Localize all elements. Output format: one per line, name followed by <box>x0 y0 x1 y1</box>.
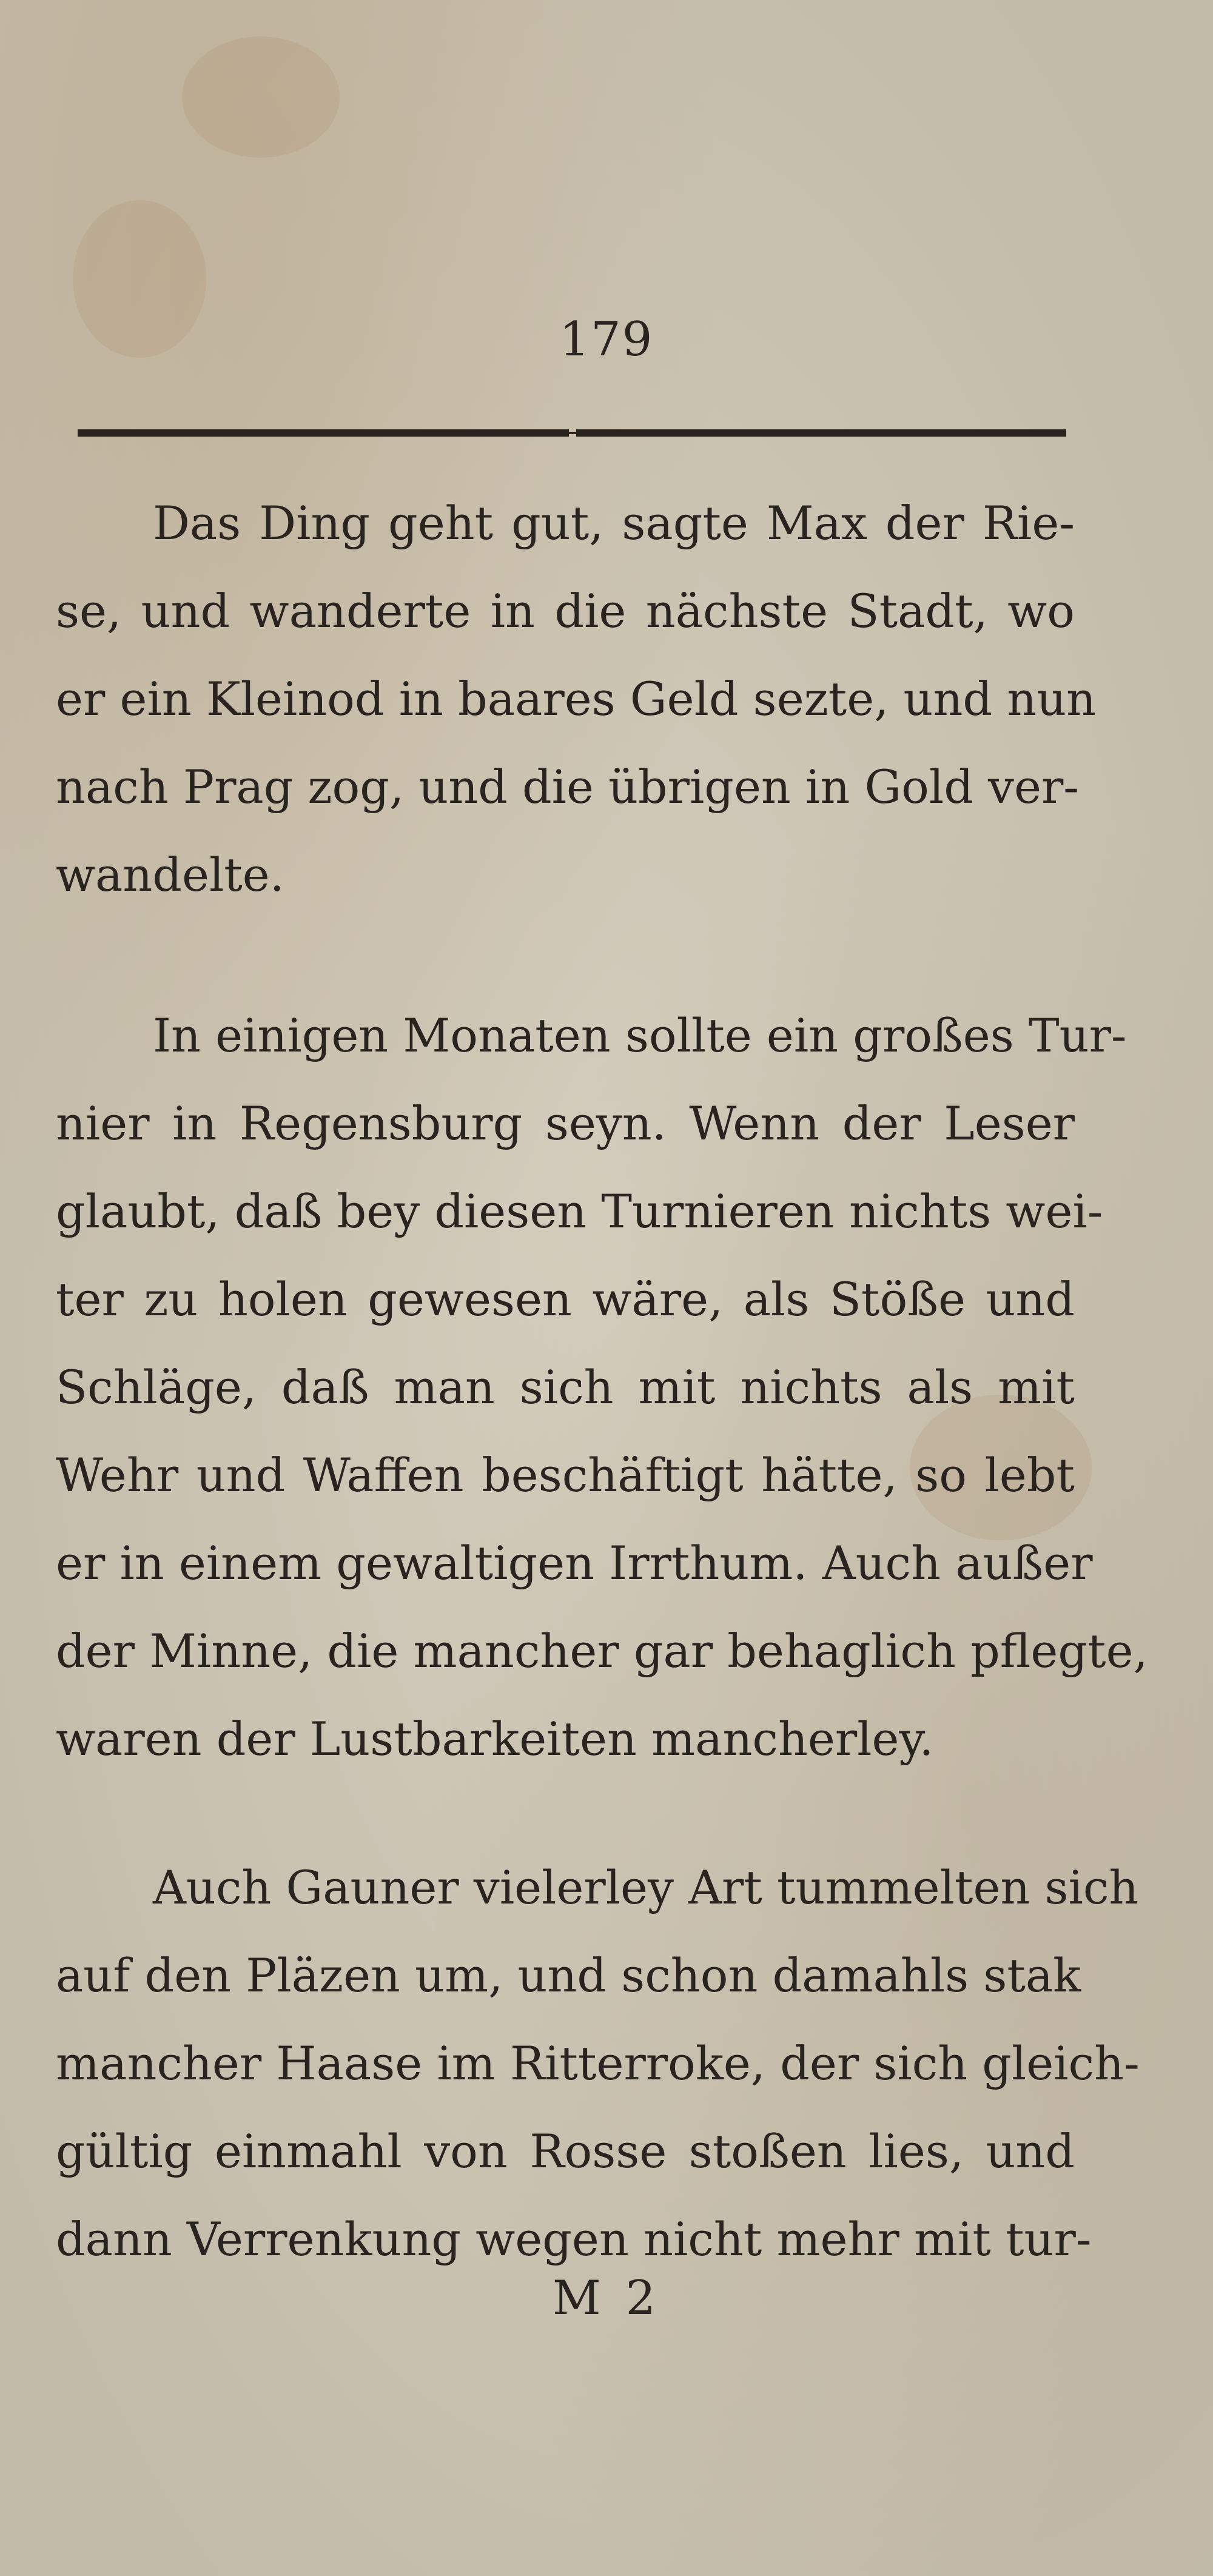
header-rule-right <box>576 429 1066 437</box>
page-number: 179 <box>559 312 654 367</box>
header-rule-left <box>78 429 569 437</box>
text-line: ter zu holen gewesen wäre, als Stöße und <box>56 1272 1075 1326</box>
text-line: se, und wanderte in die nächste Stadt, wo <box>56 584 1075 638</box>
text-line: mancher Haase im Ritterroke, der sich gleich- <box>56 2036 1140 2090</box>
text-line: dann Verrenkung wegen nicht mehr mit tur- <box>56 2212 1092 2266</box>
paragraph-2 <box>56 991 1148 1783</box>
text-line: glaubt, daß bey diesen Turnieren nichts wei- <box>56 1184 1103 1238</box>
text-line: Schläge, daß man sich mit nichts als mit <box>56 1360 1075 1414</box>
text-line: In einigen Monaten sollte ein großes Tur- <box>153 1008 1127 1062</box>
paragraph-1 <box>56 479 1097 919</box>
text-line: auf den Pläzen um, und schon damahls stak <box>56 1948 1081 2002</box>
text-line: wandelte. <box>56 848 284 902</box>
text-line: der Minne, die mancher gar behaglich pflegte, <box>56 1624 1148 1678</box>
paragraph-3 <box>56 1843 1140 2283</box>
paper-stain <box>182 36 340 158</box>
text-line: waren der Lustbarkeiten mancherley. <box>56 1712 934 1766</box>
text-line: er ein Kleinod in baares Geld sezte, und nun <box>56 672 1097 726</box>
signature-mark: M 2 <box>552 2271 661 2326</box>
text-line: er in einem gewaltigen Irrthum. Auch außer <box>56 1536 1093 1590</box>
text-line: nach Prag zog, und die übrigen in Gold ver- <box>56 760 1079 814</box>
text-line: Das Ding geht gut, sagte Max der Rie- <box>153 496 1075 550</box>
text-line: gültig einmahl von Rosse stoßen lies, und <box>56 2124 1075 2178</box>
text-line: nier in Regensburg seyn. Wenn der Leser <box>56 1096 1075 1150</box>
text-line: Auch Gauner vielerley Art tummelten sich <box>153 1860 1139 1914</box>
text-line: Wehr und Waffen beschäftigt hätte, so lebt <box>56 1448 1075 1502</box>
